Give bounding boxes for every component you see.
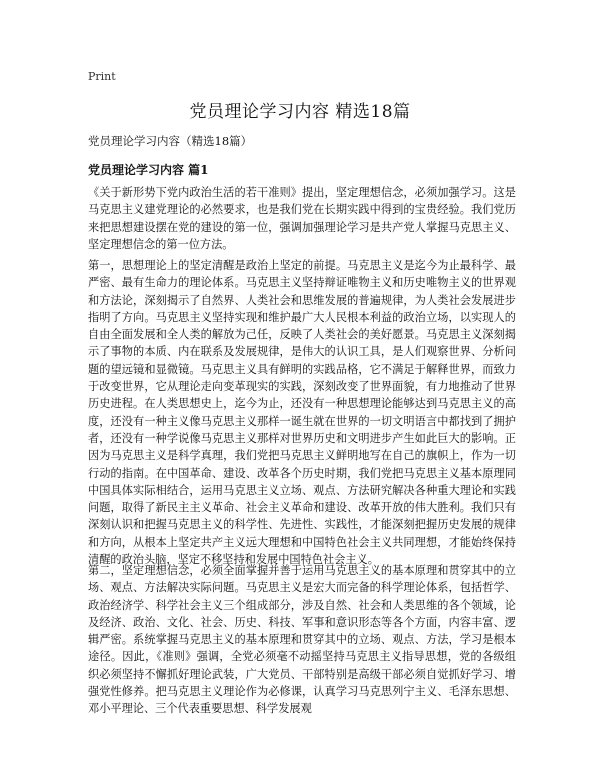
section-heading: 党员理论学习内容 篇1 [88,163,209,177]
print-label[interactable]: Print [88,70,116,83]
paragraph-2: 第一，思想理论上的坚定清醒是政治上坚定的前提。马克思主义是迄今为止最科学、最严密、最有生命力的理论体系。马克思主义坚持辩证唯物主义和历史唯物主义的世界观和方法论，深刻揭示了自然界、人类社会和思维发展的普遍规律，为人类社会发展进步指明了方向。马克思主义坚持实现和维护最广大人民根本利益的政治立场，以实现人的自由全面发展和全人类的解放为己任，反映了人类社会的美好愿景。马克思主义深刻揭示了事物的本质、内在联系及发展规律，是伟大的认识工具，是人们观察世界、分析问题的望远镜和显微镜。马克思主义具有鲜明的实践品格，它不满足于解释世界，而致力于改变世界，它从理论走向变革现实的实践，深刻改变了世界面貌，有力地推动了世界历史进程。在人类思想史上，迄今为止，还没有一种思想理论能够达到马克思主义的高度，还没有一种主义像马克思主义那样一诞生就在世界的一切文明语言中都找到了拥护者，还没有一种学说像马克思主义那样对世界历史和文明进步产生如此巨大的影响。正因为马克思主义是科学真理，我们党把马克思主义鲜明地写在自己的旗帜上，作为一切行动的指南。在中国革命、建设、改革各个历史时期，我们党把马克思主义基本原理同中国具体实际相结合，运用马克思主义立场、观点、方法研究解决各种重大理论和实践问题，取得了新民主主义革命、社会主义革命和建设、改革开放的伟大胜利。我们只有深刻认识和把握马克思主义的科学性、先进性、实践性，才能深刻把握历史发展的规律和方向，从根本上坚定共产主义远大理想和中国特色社会主义共同理想，才能始终保持清醒的政治头脑，坚定不移坚持和发展中国特色社会主义。 [88,259,516,567]
document-subtitle: 党员理论学习内容（精选18篇） [88,134,253,148]
document-title: 党员理论学习内容 精选18篇 [189,102,411,122]
paragraph-1: 《关于新形势下党内政治生活的若干准则》提出，坚定理想信念，必须加强学习。这是马克思主义建党理论的必然要求，也是我们党在长期实践中得到的宝贵经验。我们党历来把思想建设摆在党的建设的第一位，强调加强理论学习是共产党人掌握马克思主义、坚定理想信念的第一位方法。 [88,186,516,251]
paragraph-3: 第二，坚定理想信念，必须全面掌握并善于运用马克思主义的基本原理和贯穿其中的立场、观点、方法解决实际问题。马克思主义是宏大而完备的科学理论体系，包括哲学、政治经济学、科学社会主义三个组成部分，涉及自然、社会和人类思维的各个领域，论及经济、政治、文化、社会、历史、科技、军事和意识形态等各个方面，内容丰富、逻辑严密。系统掌握马克思主义的基本原理和贯穿其中的立场、观点、方法，学习是根本途径。因此，《准则》强调，全党必须毫不动摇坚持马克思主义指导思想，党的各级组织必须坚持不懈抓好理论武装，广大党员、干部特别是高级干部必须自觉抓好学习、增强党性修养。把马克思主义理论作为必修课，认真学习马克思列宁主义、毛泽东思想、邓小平理论、三个代表重要思想、科学发展观 [88,564,516,716]
